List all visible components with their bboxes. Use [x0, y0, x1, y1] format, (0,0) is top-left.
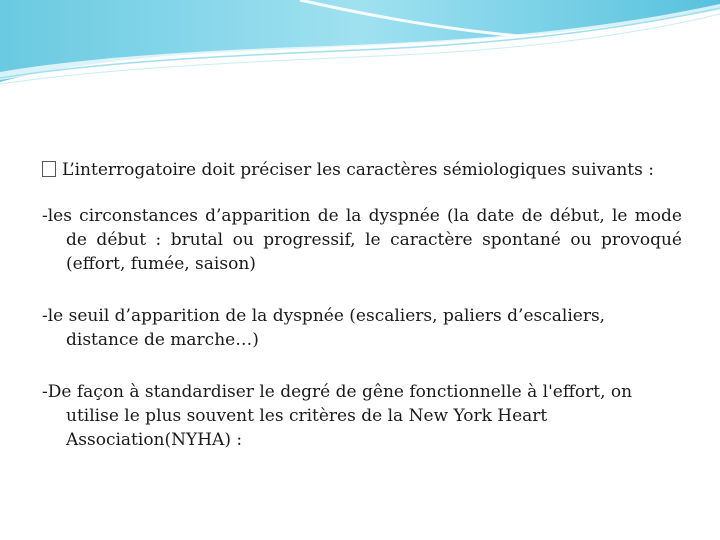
slide-content	[42, 158, 682, 480]
paragraph-seuil: -le seuil d’apparition de la dyspnée (escaliers, paliers d’escaliers, distance de marche…)	[42, 306, 606, 350]
paragraph-circonstances: -les circonstances d’apparition de la dyspnée (la date de début, le mode de début : brutal ou progressif, le caractère spontané ou provoqué (effort, fumée, saison)	[42, 206, 682, 274]
intro-text: L’interrogatoire doit préciser les caractères sémiologiques suivants :	[62, 160, 654, 180]
intro-line	[42, 158, 682, 182]
missing-glyph-bullet-icon	[42, 161, 56, 177]
header-wave-decoration	[0, 0, 720, 90]
paragraph-nyha: -De façon à standardiser le degré de gêne fonctionnelle à l'effort, on utilise le plus souvent les critères de la New York Heart Association(NYHA) :	[42, 382, 633, 450]
